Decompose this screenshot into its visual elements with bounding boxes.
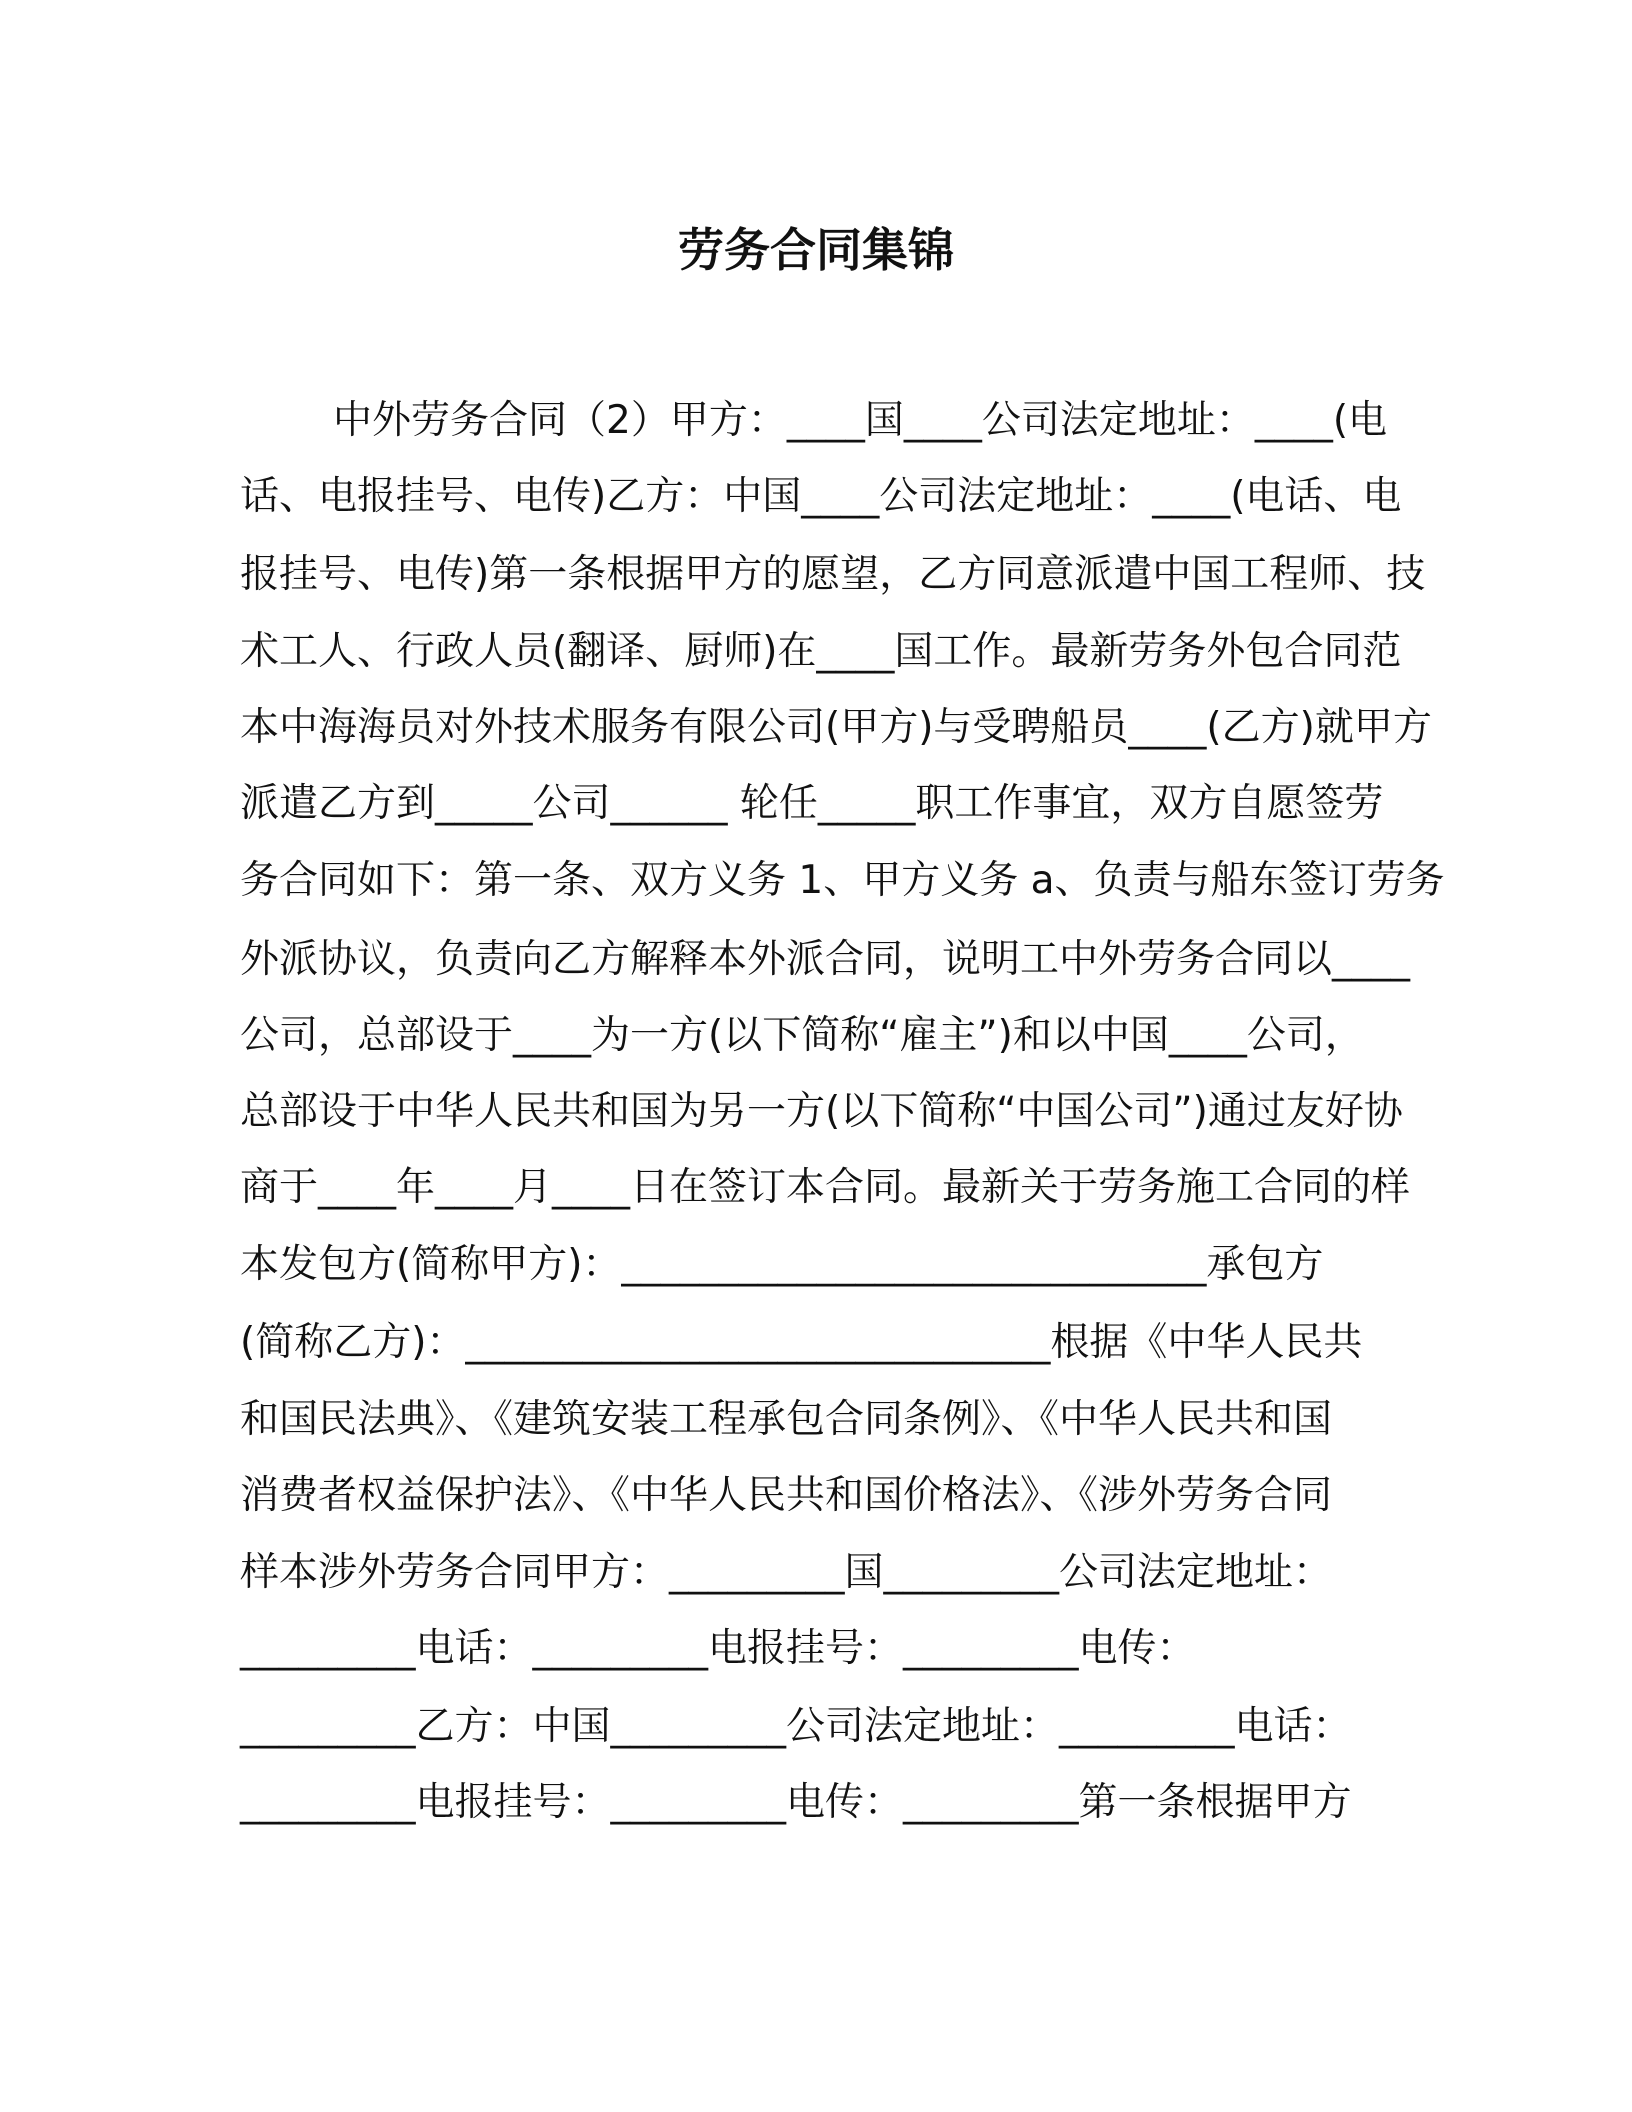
body-line: 派遣乙方到_____公司______ 轮任_____职工作事宜，双方自愿签劳 xyxy=(240,781,1384,826)
body-line: (简称乙方)：______________________________根据《中华人民共 xyxy=(240,1320,1363,1365)
body-line: _________乙方：中国_________公司法定地址：_________电话： xyxy=(240,1704,1352,1749)
body-line: 公司，总部设于____为一方(以下简称“雇主”)和以中国____公司， xyxy=(240,1013,1364,1058)
body-line: 报挂号、电传)第一条根据甲方的愿望，乙方同意派遣中国工程师、技 xyxy=(240,552,1426,597)
body-line: 和国民法典》、《建筑安装工程承包合同条例》、《中华人民共和国 xyxy=(240,1397,1333,1442)
body-line: 样本涉外劳务合同甲方：_________国_________公司法定地址： xyxy=(240,1550,1333,1595)
body-line: 本中海海员对外技术服务有限公司(甲方)与受聘船员____(乙方)就甲方 xyxy=(240,705,1432,750)
body-line: 外派协议，负责向乙方解释本外派合同，说明工中外劳务合同以____ xyxy=(240,937,1411,982)
body-line: 消费者权益保护法》、《中华人民共和国价格法》、《涉外劳务合同 xyxy=(240,1473,1333,1518)
document-title: 劳务合同集锦 xyxy=(678,223,954,277)
body-line: 务合同如下：第一条、双方义务 1、甲方义务 a、负责与船东签订劳务 xyxy=(240,858,1445,903)
body-line: _________电话：_________电报挂号：_________电传： xyxy=(240,1626,1196,1671)
body-line: 术工人、行政人员(翻译、厨师)在____国工作。最新劳务外包合同范 xyxy=(240,629,1402,674)
body-line: 总部设于中华人民共和国为另一方(以下简称“中国公司”)通过友好协 xyxy=(240,1089,1403,1134)
body-line: 本发包方(简称甲方)：______________________________承包方 xyxy=(240,1242,1324,1287)
body-line: 中外劳务合同（2）甲方：____国____公司法定地址：____(电 xyxy=(333,398,1388,443)
body-line: _________电报挂号：_________电传：_________第一条根据甲方 xyxy=(240,1780,1352,1825)
body-line: 商于____年____月____日在签订本合同。最新关于劳务施工合同的样 xyxy=(240,1165,1411,1210)
body-line: 话、电报挂号、电传)乙方：中国____公司法定地址：____(电话、电 xyxy=(240,474,1402,519)
